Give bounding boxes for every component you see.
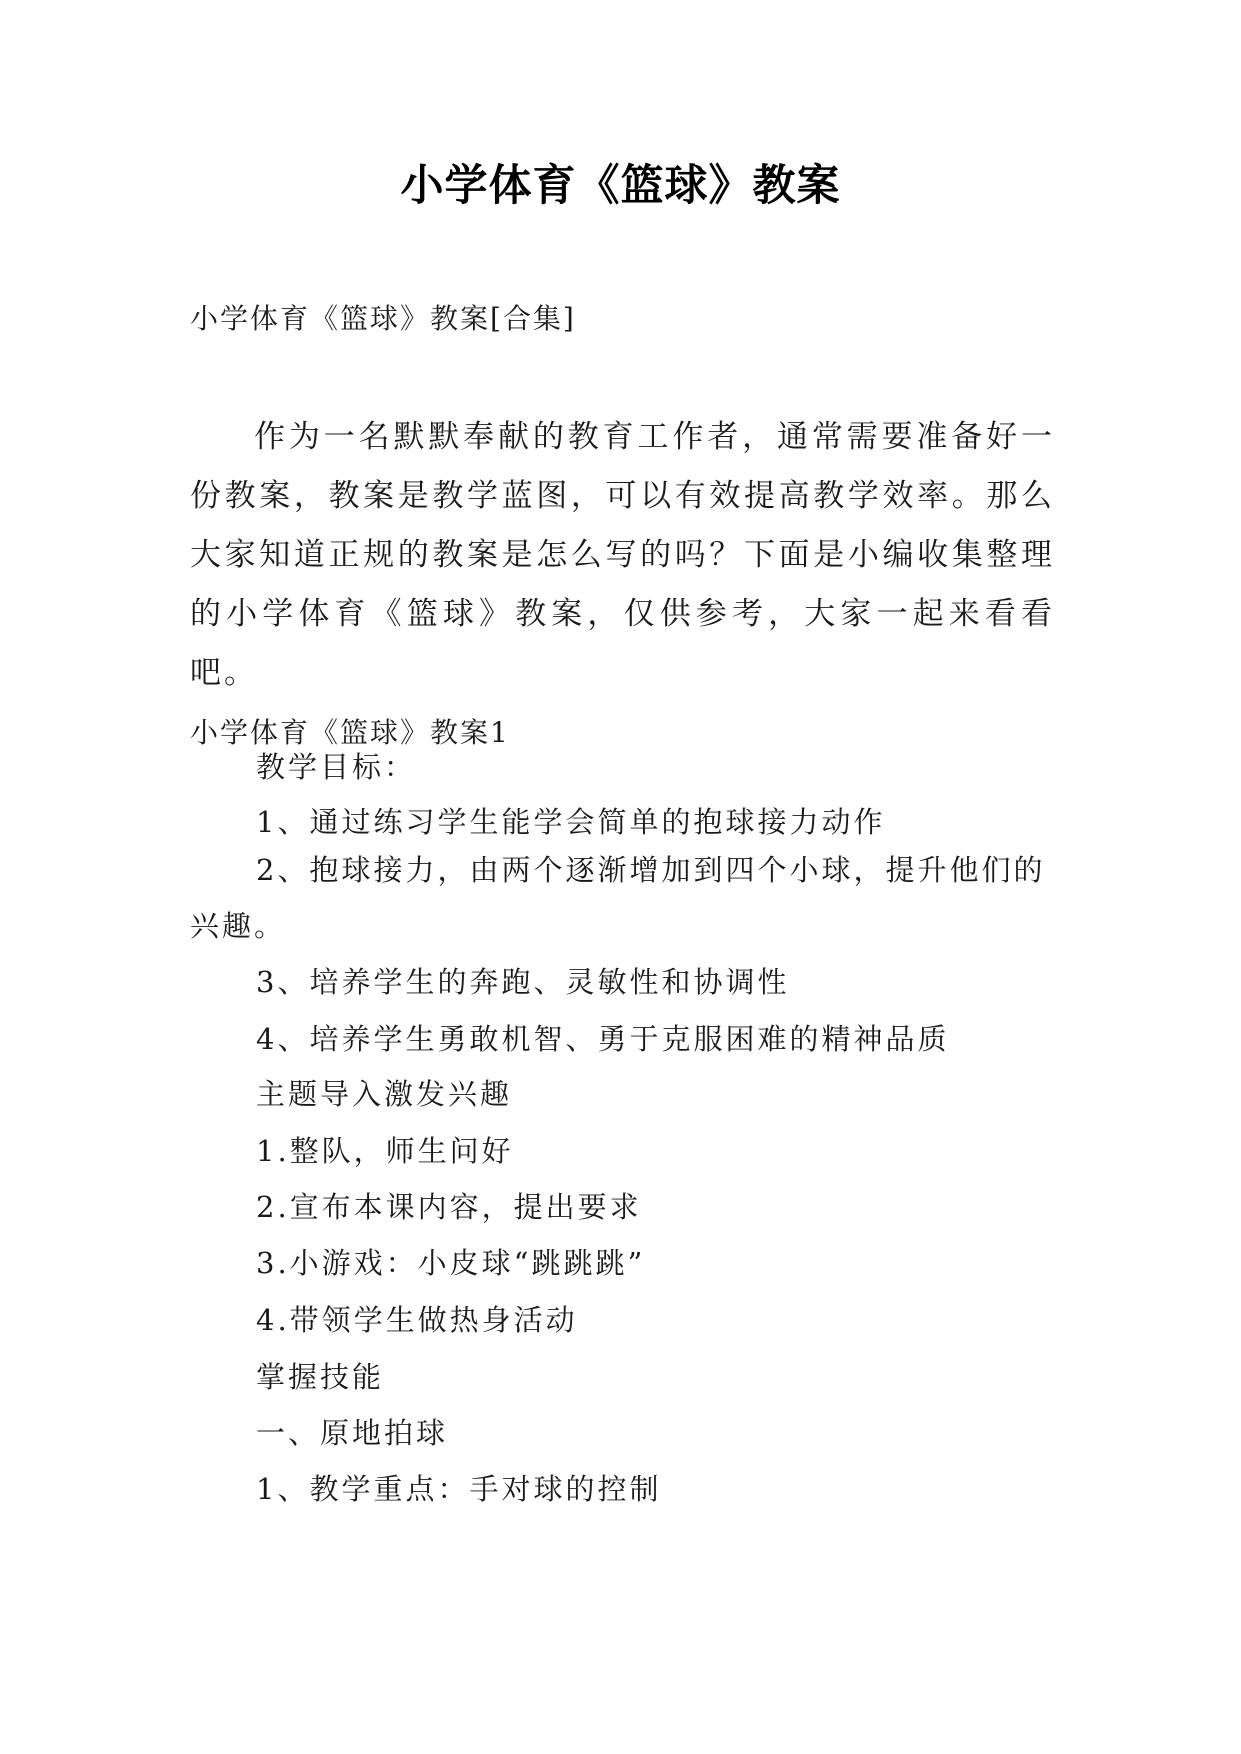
intro-step-1: 1.整队，师生问好 (256, 1134, 514, 1168)
page-title: 小学体育《篮球》教案 (400, 161, 841, 211)
objective-item-3: 3、培养学生的奔跑、灵敏性和协调性 (256, 965, 790, 999)
section-heading: 小学体育《篮球》教案1 (190, 716, 510, 749)
intro-paragraph: 作为一名默默奉献的教育工作者，通常需要准备好一份教案，教案是教学蓝图，可以有效提高教学效率。那么大家知道正规的教案是怎么写的吗？下面是小编收集整理的小学体育《篮球》教案，仅供参考，大家一起来看看吧。 (190, 419, 1055, 691)
objectives-heading: 教学目标： (256, 750, 417, 784)
document-subtitle: 小学体育《篮球》教案[合集] (190, 302, 576, 335)
intro-section-heading: 主题导入激发兴趣 (256, 1077, 513, 1111)
intro-step-2: 2.宣布本课内容，提出要求 (256, 1190, 642, 1224)
skill-item-1: 1、教学重点：手对球的控制 (256, 1472, 662, 1506)
skill-subheading: 一、原地拍球 (256, 1416, 449, 1450)
objective-item-4: 4、培养学生勇敢机智、勇于克服困难的精神品质 (256, 1022, 950, 1056)
intro-step-3: 3.小游戏：小皮球“跳跳跳” (256, 1246, 646, 1280)
intro-step-4: 4.带领学生做热身活动 (256, 1303, 578, 1337)
objective-item-2: 2、抱球接力，由两个逐渐增加到四个小球，提升他们的兴趣。 (190, 853, 1046, 943)
objective-item-1: 1、通过练习学生能学会简单的抱球接力动作 (256, 805, 886, 839)
skills-heading: 掌握技能 (256, 1360, 385, 1394)
